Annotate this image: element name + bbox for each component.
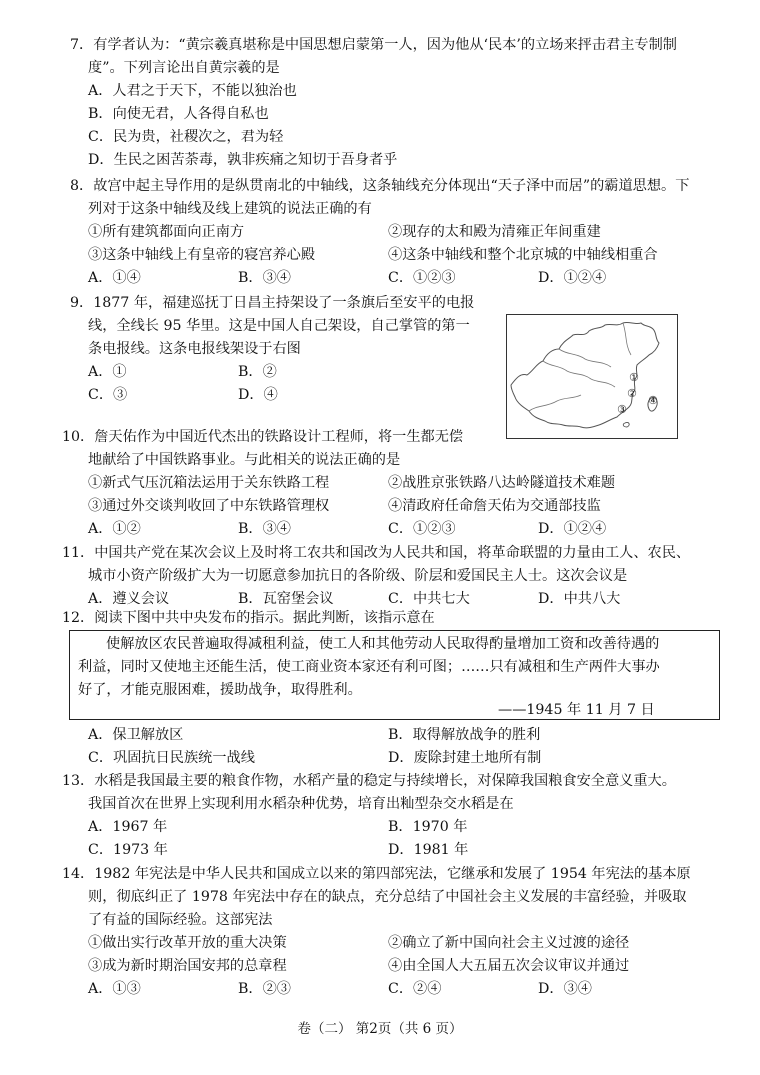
q10-option-b: B．③④	[238, 521, 291, 537]
q11-option-c: C．中共七大	[388, 591, 470, 607]
q12-quote-line3: 好了，才能克服困难，援助战争，取得胜利。	[78, 682, 362, 698]
q8-option-c: C．①②③	[388, 270, 456, 286]
q8-stem-line1: 8．故宫中起主导作用的是纵贯南北的中轴线，这条轴线充分体现出“天子泽中而居”的霸道思想。下	[70, 178, 690, 194]
q14-option-d: D．③④	[538, 981, 592, 997]
china-coast-map	[506, 314, 678, 439]
q8-statement-3: ③这条中轴线上有皇帝的寝宫养心殿	[88, 247, 316, 263]
q7-option-d: D．生民之困苦荼毒，孰非疾痛之知切于吾身者乎	[88, 152, 398, 168]
q12-option-b: B．取得解放战争的胜利	[388, 727, 541, 743]
q8-statement-4: ④这条中轴线和整个北京城的中轴线相重合	[388, 247, 658, 263]
q8-statement-2: ②现存的太和殿为清雍正年间重建	[388, 224, 601, 240]
q9-stem-line1: 9．1877 年，福建巡抚丁日昌主持架设了一条旗后至安平的电报	[70, 295, 475, 311]
q11-stem-line2: 城市小资产阶级扩大为一切愿意参加抗日的各阶级、阶层和爱国民主人士。这次会议是	[88, 568, 628, 584]
q9-stem-line3: 条电报线。这条电报线架设于右图	[88, 341, 301, 357]
q12-quote-date: ——1945 年 11 月 7 日	[498, 702, 655, 718]
q13-option-c: C．1973 年	[88, 842, 168, 858]
q12-quote-line2: 利益，同时又使地主还能生活，使工商业资本家还有利可图；……只有减租和生产两件大事办	[78, 659, 660, 675]
page-footer: 卷（二） 第2页（共 6 页）	[297, 1021, 463, 1037]
q7-stem-line2: 度”。下列言论出自黄宗羲的是	[88, 60, 280, 76]
q14-option-a: A．①③	[88, 981, 141, 997]
q10-statement-1: ①新式气压沉箱法运用于关东铁路工程	[88, 475, 330, 491]
q10-statement-2: ②战胜京张铁路八达岭隧道技术难题	[388, 475, 616, 491]
q8-option-a: A．①④	[88, 270, 141, 286]
q9-stem-line2: 线，全线长 95 华里。这是中国人自己架设，自己掌管的第一	[88, 318, 470, 334]
q13-stem-line1: 13．水稻是我国最主要的粮食作物，水稻产量的稳定与持续增长，对保障我国粮食安全意义重大。	[62, 773, 676, 789]
q11-option-a: A．遵义会议	[88, 591, 170, 607]
q9-option-a: A．①	[88, 364, 127, 380]
q9-option-c: C．③	[88, 387, 128, 403]
q10-stem-line1: 10．詹天佑作为中国近代杰出的铁路设计工程师，将一生都无偿	[62, 429, 464, 445]
q14-statement-3: ③成为新时期治国安邦的总章程	[88, 958, 287, 974]
q8-statement-1: ①所有建筑都面向正南方	[88, 224, 245, 240]
q10-option-d: D．①②④	[538, 521, 607, 537]
q8-option-d: D．①②④	[538, 270, 607, 286]
map-outline-graphic	[507, 315, 677, 438]
q9-option-b: B．②	[238, 364, 277, 380]
q12-stem: 12．阅读下图中共中央发布的指示。据此判断，该指示意在	[62, 610, 435, 626]
q10-statement-3: ③通过外交谈判收回了中东铁路管理权	[88, 498, 330, 514]
q11-option-d: D．中共八大	[538, 591, 621, 607]
q10-stem-line2: 地献给了中国铁路事业。与此相关的说法正确的是	[88, 452, 401, 468]
q11-option-b: B．瓦窑堡会议	[238, 591, 334, 607]
q12-option-d: D．废除封建土地所有制	[388, 750, 542, 766]
map-label-4: ④	[648, 394, 658, 407]
q14-stem-line3: 了有益的国际经验。这部宪法	[88, 912, 273, 928]
q7-option-a: A．人君之于天下，不能以独治也	[88, 83, 297, 99]
q12-quote-line1: 使解放区农民普遍取得减租利益，使工人和其他劳动人民取得酌量增加工资和改善待遇的	[106, 636, 660, 652]
q13-option-b: B．1970 年	[388, 819, 468, 835]
q10-statement-4: ④清政府任命詹天佑为交通部技监	[388, 498, 601, 514]
q14-statement-1: ①做出实行改革开放的重大决策	[88, 935, 287, 951]
q12-option-c: C．巩固抗日民族统一战线	[88, 750, 255, 766]
map-label-3: ③	[617, 403, 627, 416]
q8-option-b: B．③④	[238, 270, 291, 286]
q7-stem-line1: 7．有学者认为：“黄宗羲真堪称是中国思想启蒙第一人，因为他从‘民本’的立场来抨击君主专制制	[70, 37, 677, 53]
q14-option-c: C．②④	[388, 981, 442, 997]
q14-option-b: B．②③	[238, 981, 291, 997]
q10-option-a: A．①②	[88, 521, 141, 537]
q7-option-c: C．民为贵，社稷次之，君为轻	[88, 129, 284, 145]
q14-statement-4: ④由全国人大五届五次会议审议并通过	[388, 958, 630, 974]
q13-stem-line2: 我国首次在世界上实现利用水稻杂种优势，培育出籼型杂交水稻是在	[88, 796, 514, 812]
q10-option-c: C．①②③	[388, 521, 456, 537]
q11-stem-line1: 11．中国共产党在某次会议上及时将工农共和国改为人民共和国，将革命联盟的力量由工人、农民、	[62, 545, 691, 561]
q14-stem-line2: 则，彻底纠正了 1978 年宪法中存在的缺点，充分总结了中国社会主义发展的丰富经验，并吸取	[88, 889, 687, 905]
q14-stem-line1: 14．1982 年宪法是中华人民共和国成立以来的第四部宪法，它继承和发展了 1954 年宪法的基本原	[62, 866, 691, 882]
q12-option-a: A．保卫解放区	[88, 727, 184, 743]
q7-option-b: B．向使无君，人各得自私也	[88, 106, 269, 122]
q14-statement-2: ②确立了新中国向社会主义过渡的途径	[388, 935, 630, 951]
q13-option-d: D．1981 年	[388, 842, 469, 858]
q9-option-d: D．④	[238, 387, 278, 403]
map-label-1: ①	[629, 371, 639, 384]
q8-stem-line2: 列对于这条中轴线及线上建筑的说法正确的有	[88, 201, 372, 217]
q13-option-a: A．1967 年	[88, 819, 168, 835]
map-label-2: ②	[627, 387, 637, 400]
